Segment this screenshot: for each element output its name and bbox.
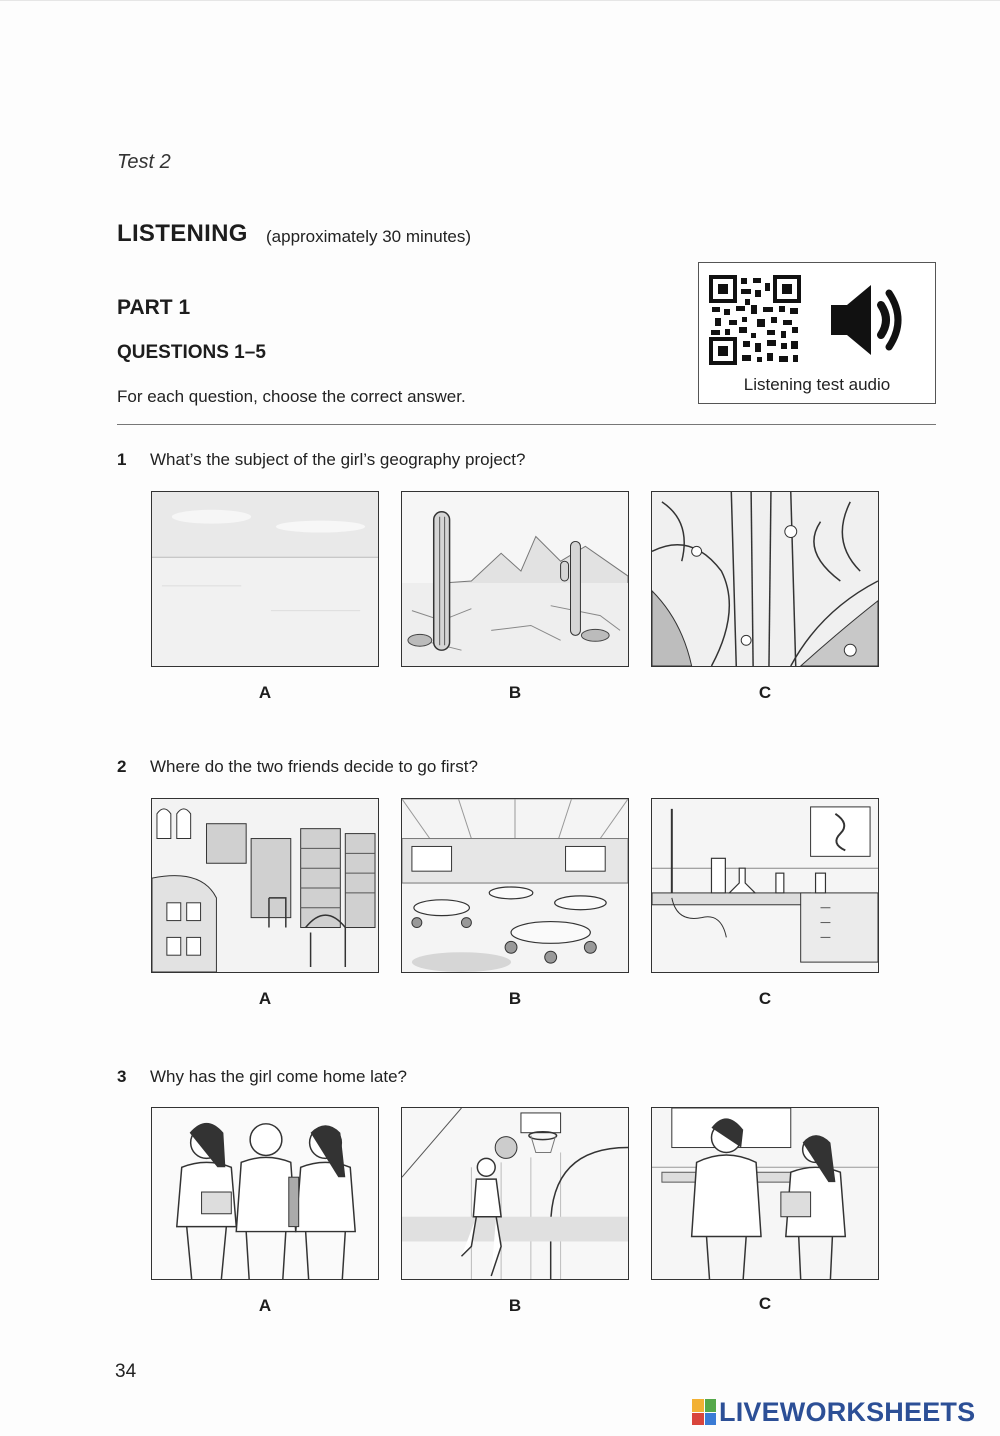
- question-1-text: What’s the subject of the girl’s geography project?: [150, 450, 526, 469]
- question-3-option-a-image[interactable]: [151, 1107, 379, 1280]
- questions-range: QUESTIONS 1–5: [117, 342, 266, 363]
- desert-cactus-image: [402, 492, 628, 666]
- question-3-number: 3: [117, 1067, 127, 1086]
- question-3-option-c-image[interactable]: [651, 1107, 879, 1280]
- question-1-option-a[interactable]: A: [258, 683, 272, 702]
- basketball-practice-image: [402, 1108, 628, 1279]
- question-2-option-b-image[interactable]: [401, 798, 629, 973]
- question-1-option-b-image[interactable]: [401, 491, 629, 667]
- instruction-text: For each question, choose the correct answer.: [117, 387, 466, 406]
- question-2-number: 2: [117, 757, 127, 776]
- question-2-option-a-image[interactable]: [151, 798, 379, 973]
- question-1-option-c-image[interactable]: [651, 491, 879, 667]
- part-title: PART 1: [117, 296, 191, 319]
- question-1-option-c[interactable]: C: [758, 683, 772, 702]
- science-lab-image: [652, 799, 878, 972]
- rainforest-image: [652, 492, 878, 666]
- question-1-option-b[interactable]: B: [508, 683, 522, 702]
- question-1-option-a-image[interactable]: [151, 491, 379, 667]
- question-3-option-c[interactable]: C: [758, 1294, 772, 1313]
- liveworksheets-brand[interactable]: [692, 1397, 975, 1427]
- page-number: 34: [115, 1361, 137, 1382]
- question-2-text: Where do the two friends decide to go first?: [150, 757, 478, 776]
- question-3-option-b[interactable]: B: [508, 1296, 522, 1315]
- cafeteria-image: [402, 799, 628, 972]
- liveworksheets-logo-icon: [692, 1399, 716, 1425]
- question-1-number: 1: [117, 450, 127, 469]
- audio-caption: Listening test audio: [743, 375, 891, 394]
- question-2-option-c[interactable]: C: [758, 989, 772, 1008]
- library-image: [152, 799, 378, 972]
- speaker-icon[interactable]: [825, 279, 909, 361]
- question-3-text: Why has the girl come home late?: [150, 1067, 408, 1086]
- section-title: LISTENING: [117, 220, 248, 247]
- test-label: Test 2: [117, 151, 171, 173]
- question-2-option-b[interactable]: B: [508, 989, 522, 1008]
- question-3-option-b-image[interactable]: [401, 1107, 629, 1280]
- section-duration: (approximately 30 minutes): [266, 227, 472, 246]
- divider-rule: [117, 424, 936, 425]
- brand-name: LIVEWORKSHEETS: [719, 1396, 976, 1427]
- question-2-option-c-image[interactable]: [651, 798, 879, 973]
- question-3-option-a[interactable]: A: [258, 1296, 272, 1315]
- talking-to-teacher-image: [652, 1108, 878, 1279]
- three-girls-chatting-image: [152, 1108, 378, 1279]
- sea-horizon-image: [152, 492, 378, 666]
- audio-player-box[interactable]: [698, 262, 936, 404]
- question-2-option-a[interactable]: A: [258, 989, 272, 1008]
- qr-code-icon: [709, 275, 801, 365]
